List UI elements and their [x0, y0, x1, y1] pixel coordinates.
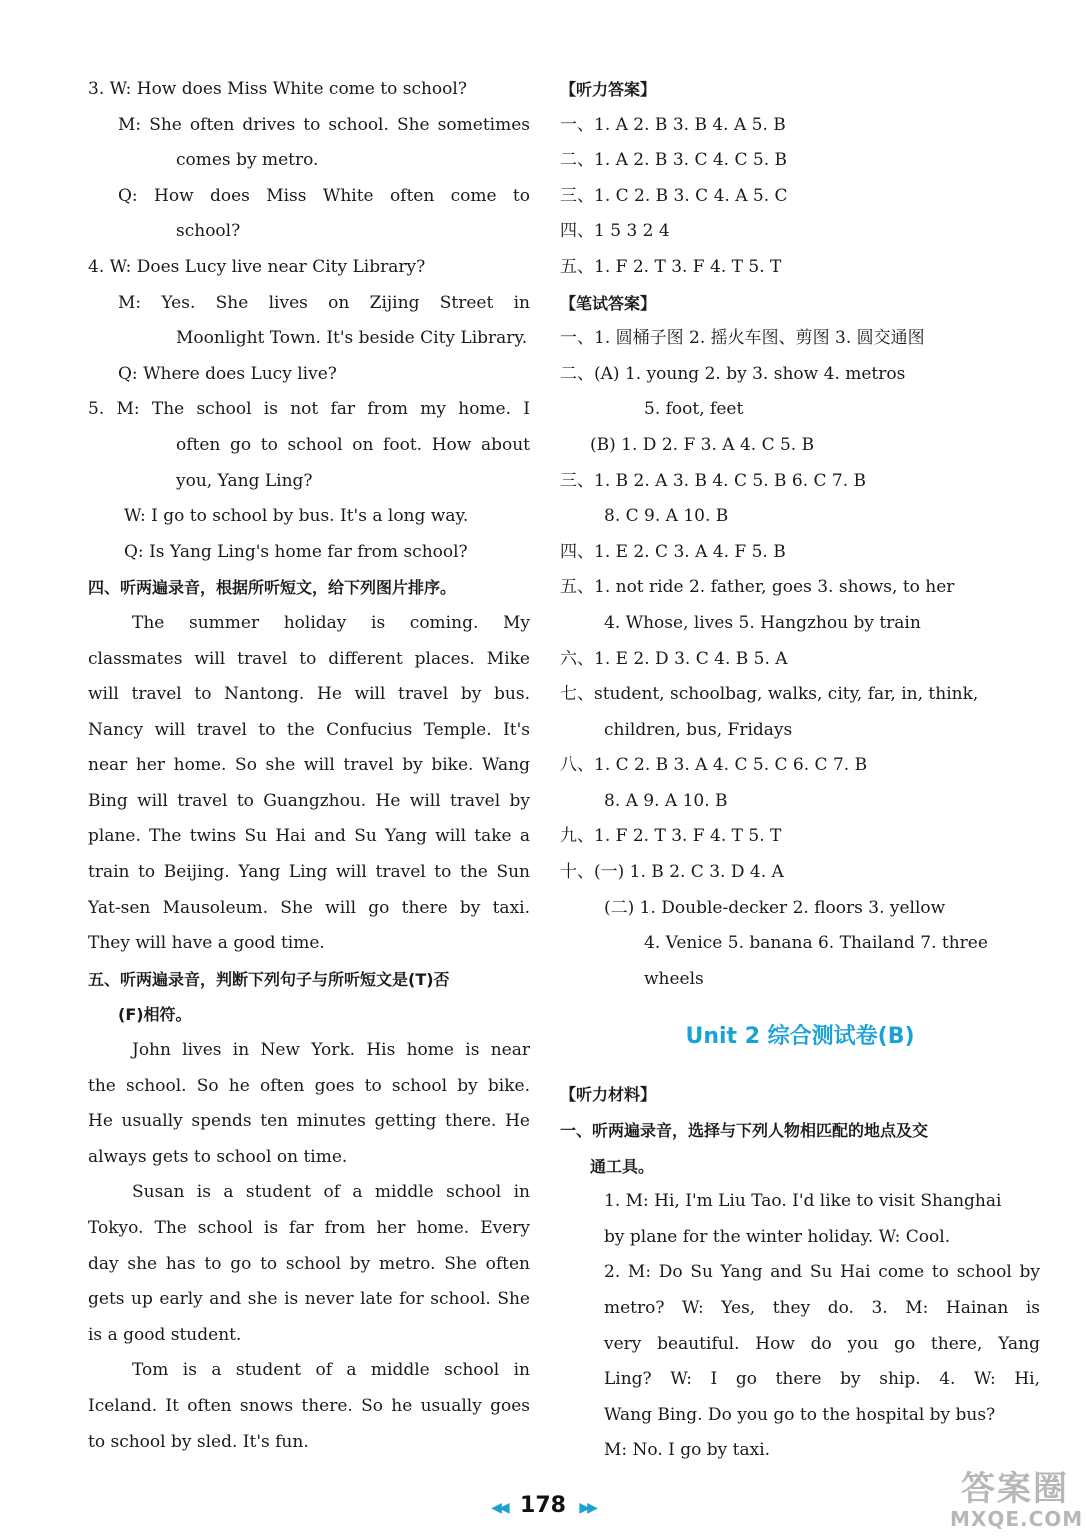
- right-column: [560, 72, 1040, 1469]
- answers-block: [560, 72, 1040, 997]
- text-line: 【笔试答案】: [560, 293, 657, 313]
- text-line: day she has to go to school by metro. She often: [88, 1253, 530, 1274]
- page-number: 178: [520, 1493, 566, 1518]
- text-line: 一、听两遍录音，选择与下列人物相匹配的地点及交: [560, 1121, 929, 1141]
- text-line: Q: Where does Lucy live?: [118, 363, 337, 384]
- text-line: M: Yes. She lives on Zijing Street in: [118, 292, 530, 313]
- text-line: 4. Whose, lives 5. Hangzhou by train: [604, 612, 921, 633]
- text-line: (B) 1. D 2. F 3. A 4. C 5. B: [590, 434, 815, 455]
- next-arrows-icon: ▶▶: [579, 1500, 595, 1516]
- text-line: (二) 1. Double-decker 2. floors 3. yellow: [604, 897, 946, 918]
- text-line: children, bus, Fridays: [604, 719, 793, 740]
- text-line: 五、1. not ride 2. father, goes 3. shows, to her: [560, 577, 955, 598]
- text-line: 【听力材料】: [560, 1085, 657, 1105]
- left-column: [88, 72, 530, 1460]
- text-line: 六、1. E 2. D 3. C 4. B 5. A: [560, 648, 788, 669]
- text-line: 三、1. C 2. B 3. C 4. A 5. C: [560, 185, 788, 206]
- text-line: Bing will travel to Guangzhou. He will travel by: [88, 790, 530, 811]
- text-line: Tokyo. The school is far from her home. Every: [88, 1218, 530, 1238]
- text-line: 3. W: How does Miss White come to school?: [88, 79, 467, 99]
- text-line: train to Beijing. Yang Ling will travel to the Sun: [88, 862, 530, 883]
- text-line: is a good student.: [88, 1324, 242, 1345]
- text-line: 四、1 5 3 2 4: [560, 221, 670, 242]
- text-line: to school by sled. It's fun.: [88, 1431, 309, 1452]
- text-line: Nancy will travel to the Confucius Temple. It's: [88, 719, 530, 740]
- watermark-top-text: 答案圈: [961, 1469, 1069, 1509]
- text-line: the school. So he often goes to school by bike.: [88, 1075, 530, 1096]
- text-line: M: No. I go by taxi.: [604, 1440, 771, 1461]
- text-line: 4. W: Does Lucy live near City Library?: [88, 256, 426, 277]
- text-line: Tom is a student of a middle school in: [132, 1360, 530, 1381]
- text-line: you, Yang Ling?: [176, 470, 313, 491]
- text-line: wheels: [644, 968, 704, 989]
- text-line: 五、1. F 2. T 3. F 4. T 5. T: [560, 256, 782, 277]
- text-line: 5. foot, feet: [644, 399, 744, 420]
- text-line: always gets to school on time.: [88, 1146, 348, 1167]
- text-line: He usually spends ten minutes getting there. He: [88, 1111, 530, 1132]
- text-line: W: I go to school by bus. It's a long way.: [124, 506, 469, 527]
- text-line: 5. M: The school is not far from my home. I: [88, 399, 530, 420]
- text-line: 一、1. 圆桶子图 2. 摇火车图、剪图 3. 圆交通图: [560, 328, 925, 349]
- text-line: 通工具。: [590, 1156, 655, 1176]
- text-line: 1. M: Hi, I'm Liu Tao. I'd like to visit Shanghai: [604, 1191, 1002, 1212]
- text-line: 2. M: Do Su Yang and Su Hai come to school by: [604, 1262, 1040, 1283]
- text-line: Wang Bing. Do you go to the hospital by bus?: [604, 1404, 996, 1425]
- text-line: will travel to Nantong. He will travel by bus.: [88, 684, 530, 705]
- text-line: M: She often drives to school. She sometimes: [118, 114, 530, 135]
- text-line: 九、1. F 2. T 3. F 4. T 5. T: [560, 826, 782, 847]
- text-line: (F)相符。: [118, 1005, 192, 1025]
- text-line: 四、听两遍录音，根据所听短文，给下列图片排序。: [88, 578, 457, 598]
- text-line: metro? W: Yes, they do. 3. M: Hainan is: [604, 1298, 1040, 1318]
- page-footer: [0, 1488, 1086, 1524]
- text-line: 8. A 9. A 10. B: [604, 790, 728, 811]
- text-line: 8. C 9. A 10. B: [604, 506, 729, 527]
- text-line: 七、student, schoolbag, walks, city, far, in, think,: [560, 684, 979, 705]
- text-line: Moonlight Town. It's beside City Library.: [176, 328, 528, 349]
- text-line: 五、听两遍录音，判断下列句子与所听短文是(T)否: [88, 969, 450, 989]
- text-line: Yat-sen Mausoleum. She will go there by taxi.: [88, 897, 530, 918]
- unit-title: Unit 2 综合测试卷(B): [685, 1024, 915, 1050]
- text-line: Q: Is Yang Ling's home far from school?: [124, 541, 468, 562]
- text-line: Susan is a student of a middle school in: [132, 1182, 530, 1203]
- text-line: 三、1. B 2. A 3. B 4. C 5. B 6. C 7. B: [560, 470, 867, 491]
- listening-material-block: [560, 1077, 1040, 1469]
- text-line: gets up early and she is never late for school. She: [88, 1289, 530, 1310]
- text-line: 二、(A) 1. young 2. by 3. show 4. metros: [560, 363, 906, 384]
- text-line: The summer holiday is coming. My: [132, 612, 530, 633]
- text-line: classmates will travel to different places. Mike: [88, 648, 530, 669]
- text-line: Iceland. It often snows there. So he usually goes: [88, 1395, 530, 1416]
- text-line: 八、1. C 2. B 3. A 4. C 5. C 6. C 7. B: [560, 755, 868, 776]
- text-line: very beautiful. How do you go there, Yang: [604, 1333, 1040, 1354]
- text-line: 【听力答案】: [560, 80, 657, 99]
- text-line: plane. The twins Su Hai and Su Yang will take a: [88, 826, 530, 847]
- watermark-bottom-text: MXQE.COM: [950, 1507, 1084, 1531]
- text-line: 一、1. A 2. B 3. B 4. A 5. B: [560, 114, 786, 135]
- text-line: 四、1. E 2. C 3. A 4. F 5. B: [560, 541, 786, 562]
- watermark-logo: [950, 1469, 1084, 1531]
- text-line: Q: How does Miss White often come to: [118, 185, 530, 206]
- text-line: school?: [176, 221, 241, 242]
- prev-arrows-icon: ◀◀: [491, 1500, 507, 1516]
- text-line: near her home. So she will travel by bike. Wang: [88, 755, 530, 776]
- text-line: 4. Venice 5. banana 6. Thailand 7. three: [644, 933, 988, 954]
- text-line: They will have a good time.: [88, 933, 325, 954]
- text-line: 十、(一) 1. B 2. C 3. D 4. A: [560, 862, 784, 883]
- text-line: Ling? W: I go there by ship. 4. W: Hi,: [604, 1369, 1040, 1390]
- text-line: often go to school on foot. How about: [176, 434, 530, 455]
- text-line: 二、1. A 2. B 3. C 4. C 5. B: [560, 150, 788, 171]
- text-line: by plane for the winter holiday. W: Cool.: [604, 1226, 951, 1247]
- text-line: comes by metro.: [176, 150, 319, 171]
- text-line: John lives in New York. His home is near: [132, 1040, 530, 1061]
